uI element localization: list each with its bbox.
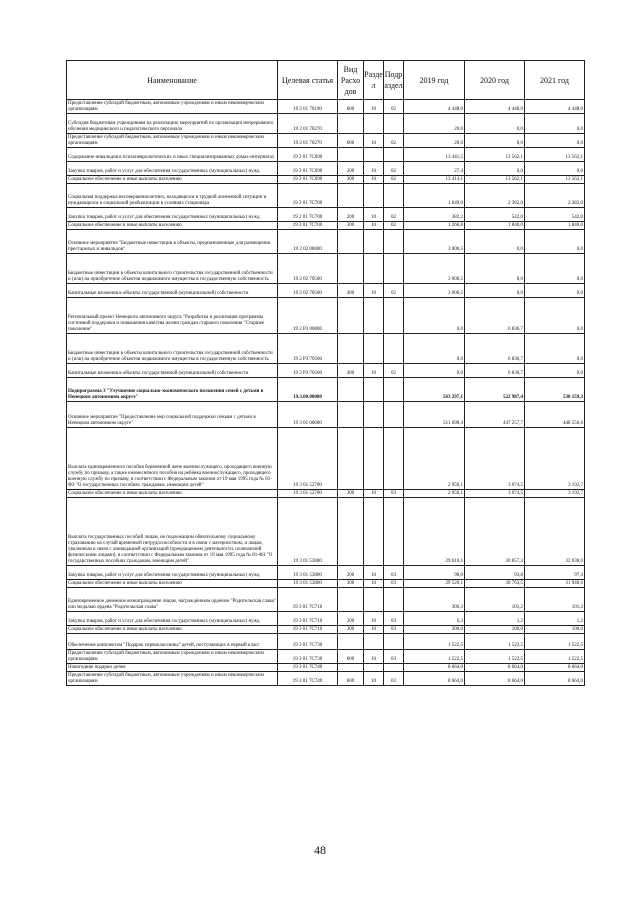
row-expense-type: 200	[338, 208, 364, 222]
row-subsection	[384, 334, 404, 364]
row-value-2021: 8 664,0	[525, 672, 585, 686]
row-value-2019: 13 441,5	[404, 148, 465, 162]
table-row	[67, 490, 585, 498]
row-value-2020: 3 074,5	[465, 490, 525, 498]
row-value-2021: 32 038,0	[525, 498, 585, 566]
table-row	[67, 580, 585, 588]
header-2020: 2020 год	[465, 61, 525, 100]
row-value-2020: 2 382,0	[465, 184, 525, 208]
row-expense-type: 600	[338, 100, 364, 114]
row-value-2021: 0,0	[525, 284, 585, 298]
table-row	[67, 626, 585, 634]
row-value-2020: 30 857,3	[465, 498, 525, 566]
row-value-2021: 3 192,7	[525, 428, 585, 490]
table-row	[67, 254, 585, 284]
header-target-article: Целевая статья	[278, 61, 338, 100]
row-target-article: 19 3 01 7С730	[278, 634, 338, 650]
row-expense-type: 400	[338, 364, 364, 378]
row-value-2020: 542,0	[465, 208, 525, 222]
row-expense-type: 300	[338, 176, 364, 184]
row-target-article: 19 2 01 7С700	[278, 184, 338, 208]
row-subsection: 02	[384, 100, 404, 114]
row-name: Социальное обеспечение и иные выплаты населению	[67, 222, 278, 230]
row-expense-type: 200	[338, 612, 364, 626]
row-value-2019: 13 414,1	[404, 176, 465, 184]
row-section: 10	[364, 284, 384, 298]
row-value-2020: 3 074,5	[465, 428, 525, 490]
row-expense-type: 600	[338, 650, 364, 664]
row-value-2019: 90,0	[404, 566, 465, 580]
row-value-2020: 6 836,7	[465, 334, 525, 364]
row-subsection	[384, 588, 404, 612]
row-value-2021: 0,0	[525, 254, 585, 284]
row-subsection	[384, 402, 404, 428]
row-name: Субсидия бюджетным учреждениям на реализацию мероприятий по организации непрерывного обучения медицинского и педагогического персонала	[67, 114, 278, 134]
row-target-article: 19 3 01 7С730	[278, 650, 338, 664]
row-section: 10	[364, 222, 384, 230]
row-target-article: 19 3 01 7С710	[278, 612, 338, 626]
header-section: Разде л	[364, 61, 384, 100]
header-subsection: Подр аздел	[384, 61, 404, 100]
row-value-2021: 97,4	[525, 566, 585, 580]
row-value-2020: 4 448,0	[465, 100, 525, 114]
row-name: Закупка товаров, работ и услуг для обеспечения государственных (муниципальных) нужд	[67, 612, 278, 626]
row-name: Основное мероприятие "Бюджетные инвестиции в объекты, предназначенные для размещения престарелых и инвалидов"	[67, 230, 278, 254]
table-row	[67, 184, 585, 208]
row-target-article: 19.3.00.00000	[278, 378, 338, 402]
row-value-2020: 30 763,5	[465, 580, 525, 588]
table-row	[67, 334, 585, 364]
table-header-row	[67, 61, 585, 100]
row-target-article: 19 3 01 00000	[278, 402, 338, 428]
row-expense-type: 200	[338, 566, 364, 580]
table-row	[67, 650, 585, 664]
row-expense-type: 300	[338, 626, 364, 634]
row-expense-type: 600	[338, 134, 364, 148]
row-value-2019: 8 664,0	[404, 664, 465, 672]
row-subsection	[384, 664, 404, 672]
row-target-article: 19 3 01 53800	[278, 498, 338, 566]
row-name: Социальная поддержка несовершеннолетних, находящихся в трудной жизненной ситуации и нуждающихся в социальной реабилитации в условиях стационара	[67, 184, 278, 208]
row-section: 10	[364, 134, 384, 148]
row-name: Бюджетные инвестиции в объекты капитального строительства государственной собственности и (или) на приобретение объектов недвижимого имущества в государственную собственность	[67, 254, 278, 284]
row-value-2019: 2 950,1	[404, 490, 465, 498]
row-value-2019: 4 448,0	[404, 100, 465, 114]
table-row	[67, 100, 585, 114]
row-expense-type	[338, 184, 364, 208]
row-value-2020: 0,0	[465, 162, 525, 176]
row-section	[364, 588, 384, 612]
row-subsection: 02	[384, 162, 404, 176]
row-value-2019: 29 610,1	[404, 498, 465, 566]
row-name: Капитальные вложения в объекты государственной (муниципальной) собственности	[67, 364, 278, 378]
row-expense-type: 300	[338, 490, 364, 498]
table-row	[67, 298, 585, 334]
row-name: Обеспечение комплектом "Подарок первоклассника" детей, поступающих в первый класс	[67, 634, 278, 650]
row-value-2019: 6,3	[404, 612, 465, 626]
row-value-2021: 8 664,0	[525, 664, 585, 672]
row-name: Основное мероприятие "Предоставление мер социальной поддержки семьям с детьми в Ненецком автономном округе"	[67, 402, 278, 428]
row-subsection: 03	[384, 650, 404, 664]
row-section	[364, 664, 384, 672]
row-value-2021: 0,0	[525, 364, 585, 378]
row-value-2019: 3 000,5	[404, 230, 465, 254]
row-section: 10	[364, 208, 384, 222]
row-section	[364, 634, 384, 650]
row-value-2020: 0,0	[465, 134, 525, 148]
row-value-2021: 0,0	[525, 298, 585, 334]
table-row	[67, 114, 585, 134]
row-expense-type	[338, 148, 364, 162]
table-row	[67, 148, 585, 162]
row-name: Бюджетные инвестиции в объекты капитального строительства государственной собственности и (или) на приобретение объектов недвижимого имущества в государственную собственность	[67, 334, 278, 364]
row-name: Закупка товаров, работ и услуг для обеспечения государственных (муниципальных) нужд	[67, 208, 278, 222]
table-row	[67, 208, 585, 222]
row-expense-type: 300	[338, 222, 364, 230]
row-value-2021: 1 522,5	[525, 650, 585, 664]
row-target-article: 19 3 01 53800	[278, 566, 338, 580]
row-section	[364, 498, 384, 566]
row-subsection: 03	[384, 566, 404, 580]
header-2021: 2021 год	[525, 61, 585, 100]
row-section	[364, 230, 384, 254]
row-section	[364, 184, 384, 208]
row-value-2019: 300,0	[404, 626, 465, 634]
row-expense-type	[338, 428, 364, 490]
row-name: Социальное обеспечение и иные выплаты населению	[67, 580, 278, 588]
row-expense-type	[338, 114, 364, 134]
row-subsection	[384, 634, 404, 650]
row-name: Социальное обеспечение и иные выплаты населению	[67, 626, 278, 634]
row-subsection: 02	[384, 134, 404, 148]
page-number: 48	[314, 843, 326, 857]
row-section	[364, 402, 384, 428]
header-name: Наименование	[67, 61, 278, 100]
header-2019: 2019 год	[404, 61, 465, 100]
row-subsection: 02	[384, 222, 404, 230]
row-value-2020: 13 562,1	[465, 148, 525, 162]
row-section: 10	[364, 650, 384, 664]
row-value-2020: 1,2	[465, 612, 525, 626]
row-target-article: 19 2 01 7С690	[278, 162, 338, 176]
row-value-2020: 13 562,1	[465, 176, 525, 184]
row-subsection: 03	[384, 580, 404, 588]
row-value-2020: 1 522,5	[465, 634, 525, 650]
row-section: 10	[364, 100, 384, 114]
row-value-2020: 101,2	[465, 588, 525, 612]
row-subsection	[384, 254, 404, 284]
row-value-2021: 13 562,1	[525, 148, 585, 162]
row-target-article: 19 3 01 7С740	[278, 664, 338, 672]
row-value-2019: 1 522,5	[404, 650, 465, 664]
row-value-2019: 1 522,5	[404, 634, 465, 650]
row-value-2019: 8 664,0	[404, 672, 465, 686]
row-subsection: 03	[384, 490, 404, 498]
row-value-2020: 93,8	[465, 566, 525, 580]
row-section	[364, 334, 384, 364]
row-expense-type	[338, 402, 364, 428]
table-row	[67, 498, 585, 566]
row-value-2020: 447 257,7	[465, 402, 525, 428]
row-target-article: 19 3 01 7С710	[278, 588, 338, 612]
row-value-2021: 0,0	[525, 334, 585, 364]
row-subsection: 02	[384, 284, 404, 298]
row-name: Подпрограмма 3 "Улучшение социально-экономического положения семей с детьми в Ненецком автономном округе"	[67, 378, 278, 402]
row-subsection: 03	[384, 626, 404, 634]
row-target-article: 19 2 P3 70500	[278, 334, 338, 364]
row-value-2019: 20,0	[404, 134, 465, 148]
row-section	[364, 148, 384, 162]
row-value-2021: 1 522,5	[525, 634, 585, 650]
row-name: Содержание инвалидов в психоневрологических и иных специализированных домах-интернатах	[67, 148, 278, 162]
header-expense-type: Вид Расхо дов	[338, 61, 364, 100]
table-row	[67, 612, 585, 626]
row-name: Предоставление субсидий бюджетным, автономным учреждениям и иным некоммерческим организациям	[67, 650, 278, 664]
row-name: Социальное обеспечение и иные выплаты населению	[67, 490, 278, 498]
row-target-article: 19 3 01 7С740	[278, 672, 338, 686]
row-target-article: 19 2 01 7С690	[278, 176, 338, 184]
table-row	[67, 664, 585, 672]
row-value-2020: 6 836,7	[465, 364, 525, 378]
row-expense-type	[338, 254, 364, 284]
row-value-2021: 1 840,0	[525, 222, 585, 230]
row-value-2020: 1 840,0	[465, 222, 525, 230]
row-subsection: 02	[384, 364, 404, 378]
row-subsection	[384, 184, 404, 208]
row-subsection: 02	[384, 176, 404, 184]
row-name: Новогодние подарки детям	[67, 664, 278, 672]
row-value-2021: 3 192,7	[525, 490, 585, 498]
row-target-article: 19 3 01 52700	[278, 490, 338, 498]
row-value-2020: 8 664,0	[465, 664, 525, 672]
row-target-article: 19 2 01 7С700	[278, 222, 338, 230]
row-value-2021: 13 562,1	[525, 176, 585, 184]
row-target-article: 19 2 01 70270	[278, 134, 338, 148]
row-section: 10	[364, 566, 384, 580]
row-value-2020: 0,0	[465, 284, 525, 298]
row-subsection	[384, 498, 404, 566]
row-value-2019: 511 698,4	[404, 402, 465, 428]
row-value-2021: 0,0	[525, 230, 585, 254]
row-target-article: 19 3 01 52700	[278, 428, 338, 490]
table-row	[67, 634, 585, 650]
table-row	[67, 230, 585, 254]
row-value-2019: 20,0	[404, 114, 465, 134]
row-target-article: 19 2 02 70500	[278, 254, 338, 284]
row-name: Выплата единовременного пособия беременной жене военнослужащего, проходящего военную службу по призыву, а также ежемесячного пособия на ребёнка военнослужащего, проходящего военную службу по призыву, в соответствии с Федеральным законом от 19 мая 1995 года № 81-ФЗ "О государственных пособиях гражданам, имеющим детей"	[67, 428, 278, 490]
row-expense-type	[338, 334, 364, 364]
row-value-2021: 530 159,3	[525, 378, 585, 402]
row-value-2020: 522 987,4	[465, 378, 525, 402]
row-value-2019: 3 000,5	[404, 284, 465, 298]
row-name: Закупка товаров, работ и услуг для обеспечения государственных (муниципальных) нужд	[67, 566, 278, 580]
row-target-article: 19 2 02 00000	[278, 230, 338, 254]
row-section	[364, 298, 384, 334]
row-target-article: 19 3 01 53800	[278, 580, 338, 588]
row-name: Выплата государственных пособий лицам, не подлежащим обязательному социальному страхованию на случай временной нетрудоспособности и в связи с материнством, и лицам, уволенным в связи с ликвидацией организаций (прекращением деятельности, полномочий физическими лицами), в соответствии с Федеральным законом от 19 мая 1995 года № 81-ФЗ "О государственных пособиях гражданам, имеющим детей"	[67, 498, 278, 566]
row-value-2020: 0,0	[465, 254, 525, 284]
row-target-article: 19 2 01 70190	[278, 100, 338, 114]
row-section: 10	[364, 580, 384, 588]
table-row	[67, 566, 585, 580]
row-value-2019: 29 520,1	[404, 580, 465, 588]
table-row	[67, 176, 585, 184]
table-row	[67, 222, 585, 230]
row-expense-type: 200	[338, 162, 364, 176]
row-name: Единовременное денежное вознаграждение лицам, награждённым орденом "Родительская слава" или медалью ордена "Родительская слава"	[67, 588, 278, 612]
row-value-2019: 27,4	[404, 162, 465, 176]
row-value-2021: 101,2	[525, 588, 585, 612]
row-target-article: 19 2 01 7С690	[278, 148, 338, 162]
row-name: Региональный проект Ненецкого автономного округа "Разработка и реализация программы системной поддержки и повышения качества жизни граждан старшего поколения "Старшее поколение"	[67, 298, 278, 334]
row-value-2021: 542,0	[525, 208, 585, 222]
row-value-2020: 0,0	[465, 230, 525, 254]
row-expense-type	[338, 634, 364, 650]
row-section: 10	[364, 490, 384, 498]
row-value-2021: 0,0	[525, 114, 585, 134]
row-value-2021: 100,0	[525, 626, 585, 634]
row-value-2021: 1,2	[525, 612, 585, 626]
row-target-article: 19 2 P3 00000	[278, 298, 338, 334]
row-name: Предоставление субсидий бюджетным, автономным учреждениям и иным некоммерческим организациям	[67, 672, 278, 686]
row-value-2021: 0,0	[525, 134, 585, 148]
row-value-2021: 0,0	[525, 162, 585, 176]
table-row	[67, 378, 585, 402]
row-subsection	[384, 298, 404, 334]
row-subsection	[384, 428, 404, 490]
row-expense-type	[338, 230, 364, 254]
row-name: Закупка товаров, работ и услуг для обеспечения государственных (муниципальных) нужд	[67, 162, 278, 176]
table-body	[67, 100, 585, 686]
row-value-2019: 3 000,5	[404, 254, 465, 284]
table-row	[67, 428, 585, 490]
row-name: Предоставление субсидий бюджетным, автономным учреждениям и иным некоммерческим организациям	[67, 134, 278, 148]
row-value-2019: 0,0	[404, 334, 465, 364]
row-subsection	[384, 378, 404, 402]
table-row	[67, 134, 585, 148]
row-value-2021: 2 382,0	[525, 184, 585, 208]
row-section: 10	[364, 364, 384, 378]
row-name: Капитальные вложения в объекты государственной (муниципальной) собственности	[67, 284, 278, 298]
row-value-2021: 4 448,0	[525, 100, 585, 114]
row-section	[364, 114, 384, 134]
budget-table	[66, 60, 585, 686]
row-name: Предоставление субсидий бюджетным, автономным учреждениям и иным некоммерческим организациям	[67, 100, 278, 114]
row-value-2021: 448 556,6	[525, 402, 585, 428]
row-section	[364, 378, 384, 402]
row-expense-type: 600	[338, 672, 364, 686]
row-value-2020: 100,0	[465, 626, 525, 634]
row-value-2019: 306,3	[404, 588, 465, 612]
row-expense-type	[338, 498, 364, 566]
table-row	[67, 402, 585, 428]
row-target-article: 19 2 02 70500	[278, 284, 338, 298]
row-value-2021: 31 940,6	[525, 580, 585, 588]
row-section: 10	[364, 612, 384, 626]
row-value-2020: 8 664,0	[465, 672, 525, 686]
table-row	[67, 162, 585, 176]
row-value-2020: 0,0	[465, 114, 525, 134]
row-section	[364, 254, 384, 284]
row-target-article: 19 3 01 7С710	[278, 626, 338, 634]
row-expense-type	[338, 298, 364, 334]
row-value-2019: 0,0	[404, 364, 465, 378]
row-section: 10	[364, 176, 384, 184]
budget-table-sheet	[66, 60, 584, 686]
row-expense-type	[338, 588, 364, 612]
row-expense-type: 400	[338, 284, 364, 298]
row-value-2020: 1 522,5	[465, 650, 525, 664]
table-row	[67, 588, 585, 612]
row-value-2019: 382,2	[404, 208, 465, 222]
row-section: 10	[364, 672, 384, 686]
row-value-2019: 0,0	[404, 298, 465, 334]
row-section	[364, 428, 384, 490]
row-expense-type	[338, 664, 364, 672]
row-target-article: 19 2 01 70270	[278, 114, 338, 134]
row-name: Социальное обеспечение и иные выплаты населению	[67, 176, 278, 184]
row-expense-type	[338, 378, 364, 402]
row-value-2019: 1 649,0	[404, 184, 465, 208]
row-value-2019: 563 297,1	[404, 378, 465, 402]
table-row	[67, 284, 585, 298]
row-value-2019: 1 266,8	[404, 222, 465, 230]
row-target-article: 19 2 01 7С700	[278, 208, 338, 222]
row-section: 10	[364, 162, 384, 176]
row-expense-type: 300	[338, 580, 364, 588]
table-row	[67, 364, 585, 378]
row-subsection: 03	[384, 612, 404, 626]
row-target-article: 19 2 P3 70500	[278, 364, 338, 378]
row-section: 10	[364, 626, 384, 634]
row-subsection	[384, 114, 404, 134]
row-subsection: 02	[384, 208, 404, 222]
row-value-2020: 6 836,7	[465, 298, 525, 334]
row-subsection	[384, 230, 404, 254]
row-value-2019: 2 950,1	[404, 428, 465, 490]
row-subsection	[384, 148, 404, 162]
table-row	[67, 672, 585, 686]
row-subsection: 03	[384, 672, 404, 686]
